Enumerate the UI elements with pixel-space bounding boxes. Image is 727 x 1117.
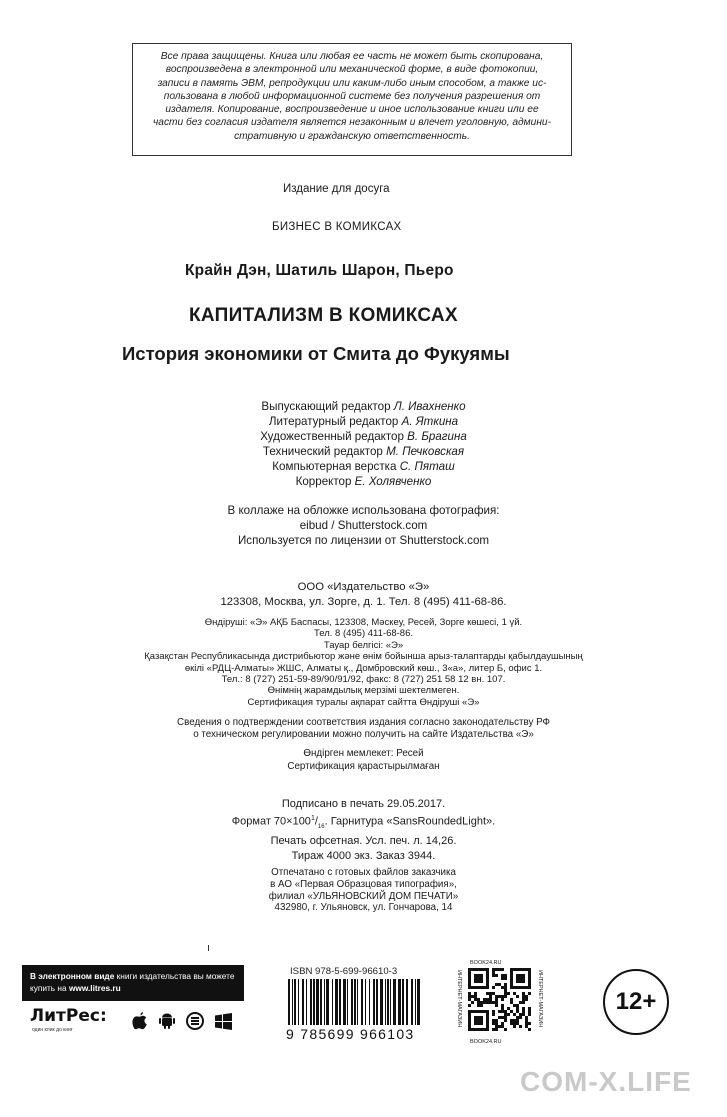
qr-module — [498, 1010, 501, 1013]
qr-label-bottom: BOOK24.RU — [470, 1039, 502, 1045]
kz-line: өкілі «РДЦ-Алматы» ЖШС, Алматы қ., Домбровский көш., 3«а», литер Б, офис 1. — [184, 662, 543, 674]
qr-module — [522, 995, 525, 998]
qr-module — [519, 1001, 522, 1004]
barcode-bar — [302, 979, 304, 1025]
litres-tagline: один клик до книг — [32, 1027, 73, 1033]
qr-module — [501, 986, 504, 989]
qr-module — [498, 968, 501, 971]
barcode-bar — [417, 979, 420, 1025]
country-block — [0, 748, 727, 773]
qr-module — [498, 983, 501, 986]
qr-module — [492, 968, 495, 971]
barcode — [286, 979, 421, 1025]
qr-module — [495, 1022, 498, 1025]
qr-module — [492, 1019, 495, 1022]
photo-line: Используется по лицензии от Shutterstock.com — [237, 534, 490, 547]
rights-line: издателя. Копирование, воспроизведение и иное использование книги или ее — [165, 104, 539, 116]
rights-line: стративную и гражданскую ответственность. — [234, 130, 470, 142]
offset-line: Печать офсетная. Усл. печ. л. 14,26. — [270, 835, 457, 848]
barcode-bar — [292, 979, 293, 1025]
qr-module — [504, 1010, 507, 1013]
isbn-label: ISBN 978-5-699-96610-3 — [290, 966, 398, 977]
publisher-address: 123308, Москва, ул. Зорге, д. 1. Тел. 8 (495) 411-68-86. — [220, 596, 507, 608]
qr-module — [504, 1016, 507, 1019]
qr-module — [495, 1004, 498, 1007]
qr-module — [501, 1007, 504, 1010]
tick-mark — [208, 945, 209, 951]
credit-person: М. Печковская — [386, 445, 465, 458]
publisher-block — [0, 580, 727, 610]
qr-module — [510, 1019, 513, 1022]
barcode-bar — [335, 979, 338, 1025]
kz-line: Тел.: 8 (727) 251-59-89/90/91/92, факс: 8 (727) 251 58 12 вн. 107. — [221, 674, 506, 686]
qr-module — [498, 995, 501, 998]
kz-line: Тел. 8 (495) 411-68-86. — [313, 628, 414, 640]
qr-module — [522, 1001, 525, 1004]
qr-module — [510, 1010, 513, 1013]
ebook-line-2 — [30, 982, 236, 994]
qr-module — [516, 1010, 519, 1013]
qr-module — [495, 998, 498, 1001]
barcode-bar — [306, 979, 307, 1025]
qr-module — [528, 1007, 531, 1010]
kz-info-block — [0, 617, 727, 708]
qr-module — [495, 974, 498, 977]
qr-module — [480, 1004, 483, 1007]
credit-role: Технический редактор — [262, 445, 383, 458]
format-line: Формат $70\times 100^1/_{16}$. Гарнитура «SansRoundedLight». — [231, 814, 496, 830]
credit-person: Е. Холявченко — [354, 475, 432, 488]
qr-module — [510, 1022, 513, 1025]
printer-line: филиал «УЛЬЯНОВСКИЙ ДОМ ПЕЧАТИ» — [268, 890, 459, 902]
barcode-bar — [393, 979, 396, 1025]
qr-module — [522, 1010, 525, 1013]
qr-module — [495, 983, 498, 986]
credit-role: Выпускающий редактор — [261, 400, 391, 413]
qr-module — [513, 1025, 516, 1028]
qr-module — [522, 992, 525, 995]
qr-module — [501, 1010, 504, 1013]
qr-module — [498, 1016, 501, 1019]
qr-module — [525, 998, 528, 1001]
book-subtitle: История экономики от Смита до Фукуямы — [122, 343, 510, 364]
barcode-bar — [320, 979, 322, 1025]
barcode-bar — [415, 979, 416, 1025]
qr-module — [528, 1010, 531, 1013]
qr-module — [483, 998, 486, 1001]
qr-module — [522, 1007, 525, 1010]
qr-module — [519, 1013, 522, 1016]
barcode-bar — [380, 979, 383, 1025]
qr-module — [492, 1010, 495, 1013]
qr-side-right: ИНТЕРНЕТ-МАГАЗИН — [537, 970, 543, 1028]
qr-module — [495, 1001, 498, 1004]
credit-line — [0, 444, 727, 459]
credit-person: В. Брагина — [407, 430, 467, 443]
qr-module — [486, 1001, 489, 1004]
blackberry-icon — [185, 1011, 205, 1031]
qr-module — [504, 995, 507, 998]
qr-module — [498, 1025, 501, 1028]
credit-role: Корректор — [295, 475, 352, 488]
barcode-bar — [357, 979, 358, 1025]
qr-module — [525, 1025, 528, 1028]
credits-list — [0, 399, 727, 489]
run-line: Тираж 4000 экз. Заказ 3944. — [291, 849, 436, 862]
qr-module — [510, 998, 513, 1001]
credit-role: Художественный редактор — [260, 430, 404, 443]
format-prefix: Формат 70×100 — [231, 815, 311, 828]
credit-line — [0, 429, 727, 444]
barcode-bar — [351, 979, 353, 1025]
qr-module — [525, 1019, 528, 1022]
qr-module — [504, 974, 507, 977]
qr-module — [525, 1022, 528, 1025]
credit-person: А. Яткина — [401, 415, 459, 428]
barcode-bar — [365, 979, 366, 1025]
conformity-line: о техническом регулировании можно получить на сайте Издательства «Э» — [193, 729, 534, 741]
qr-module — [528, 1028, 531, 1031]
rights-line: Все права защищены. Книга или любая ее часть не может быть скопирована, — [160, 51, 544, 62]
barcode-bar — [373, 979, 375, 1025]
barcode-bar — [369, 979, 370, 1025]
qr-module — [528, 1013, 531, 1016]
android-icon — [157, 1011, 177, 1031]
litres-logo: ЛитРес: — [30, 1006, 107, 1026]
ebook-banner — [22, 965, 244, 1001]
barcode-bar — [402, 979, 404, 1025]
kz-line: Өнімнің жарамдылық мерзімі шектелмеген. — [267, 685, 460, 697]
qr-module — [501, 995, 504, 998]
qr-module — [516, 1022, 519, 1025]
qr-module — [489, 1001, 492, 1004]
qr-finder — [474, 974, 483, 983]
ebook-bold: В электронном виде — [30, 971, 115, 981]
watermark: COM-X.LIFE — [520, 1066, 692, 1097]
qr-module — [513, 1004, 516, 1007]
qr-module — [492, 1028, 495, 1031]
qr-module — [492, 974, 495, 977]
photo-line: eibud / Shutterstock.com — [299, 519, 428, 532]
credit-line — [0, 459, 727, 474]
series-name: БИЗНЕС В КОМИКСАХ — [272, 221, 402, 233]
qr-module — [501, 998, 504, 1001]
print-details — [0, 797, 727, 863]
qr-label-top: BOOK24.RU — [470, 960, 502, 966]
qr-module — [492, 1022, 495, 1025]
signed-date: Подписано в печать 29.05.2017. — [281, 798, 446, 810]
barcode-bar — [361, 979, 363, 1025]
qr-module — [504, 1013, 507, 1016]
qr-module — [504, 992, 507, 995]
qr-module — [519, 1016, 522, 1019]
credit-line — [0, 414, 727, 429]
litres-link[interactable]: www.litres.ru — [68, 983, 121, 993]
rights-line: воспроизведена в электронной или механической форме, в виде фотокопии, — [165, 64, 539, 76]
printer-line: в АО «Первая Образцовая типография», — [270, 878, 457, 890]
edition-type: Издание для досуга — [283, 183, 390, 195]
qr-module — [513, 1013, 516, 1016]
qr-module — [501, 974, 504, 977]
qr-module — [492, 986, 495, 989]
ebook-line-1 — [30, 970, 236, 982]
barcode-bar — [385, 979, 386, 1025]
format-sub: 16 — [317, 823, 325, 830]
photo-line: В коллаже на обложке использована фотография: — [227, 504, 500, 517]
credit-person: Л. Ивахненко — [393, 400, 466, 413]
qr-module — [468, 995, 471, 998]
credit-role: Компьютерная верстка — [272, 460, 397, 473]
qr-module — [471, 1001, 474, 1004]
qr-module — [522, 1013, 525, 1016]
qr-module — [468, 1004, 471, 1007]
barcode-bar — [347, 979, 348, 1025]
qr-module — [477, 1004, 480, 1007]
qr-module — [495, 1028, 498, 1031]
qr-module — [501, 968, 504, 971]
barcode-bar — [316, 979, 319, 1025]
qr-module — [519, 1025, 522, 1028]
qr-module — [471, 995, 474, 998]
qr-module — [516, 1007, 519, 1010]
conformity-block — [0, 717, 727, 741]
qr-module — [495, 1019, 498, 1022]
authors: Крайн Дэн, Шатиль Шарон, Пьеро — [185, 262, 454, 279]
qr-module — [507, 992, 510, 995]
country-line: Өндірген мемлекет: Ресей — [303, 748, 424, 759]
age-rating-badge — [603, 969, 669, 1035]
qr-module — [516, 995, 519, 998]
kz-line: Өндіруші: «Э» АҚБ Баспасы, 123308, Мәскеу, Ресей, Зорге көшесі, 1 үй. — [204, 617, 523, 628]
qr-module — [468, 992, 471, 995]
qr-module — [474, 992, 477, 995]
qr-module — [504, 989, 507, 992]
qr-module — [489, 992, 492, 995]
barcode-bar — [390, 979, 391, 1025]
qr-module — [501, 1016, 504, 1019]
windows-icon — [213, 1011, 233, 1031]
qr-module — [504, 986, 507, 989]
age-rating: 12+ — [615, 988, 657, 1015]
qr-module — [495, 995, 498, 998]
qr-finder — [516, 974, 525, 983]
rights-line: пользована в любой информационной системе без получения разрешения от — [163, 90, 541, 102]
qr-module — [489, 998, 492, 1001]
qr-module — [528, 992, 531, 995]
barcode-bar — [354, 979, 356, 1025]
barcode-bar — [398, 979, 401, 1025]
qr-module — [468, 998, 471, 1001]
qr-module — [495, 1025, 498, 1028]
qr-module — [504, 1019, 507, 1022]
barcode-bar — [326, 979, 329, 1025]
qr-module — [486, 992, 489, 995]
credit-line — [0, 474, 727, 489]
qr-module — [507, 1007, 510, 1010]
qr-module — [501, 977, 504, 980]
rights-notice-box — [132, 43, 572, 156]
qr-module — [489, 995, 492, 998]
qr-module — [516, 1016, 519, 1019]
qr-module — [501, 1022, 504, 1025]
qr-module — [492, 1013, 495, 1016]
apple-icon — [130, 1011, 150, 1031]
barcode-bar — [294, 979, 296, 1025]
qr-finder — [474, 1016, 483, 1025]
qr-module — [492, 992, 495, 995]
rights-line: части без согласия издателя является незаконным и влечет уголовную, админи- — [153, 117, 551, 129]
qr-module — [501, 1025, 504, 1028]
qr-module — [516, 1019, 519, 1022]
qr-code[interactable] — [468, 968, 534, 1036]
ebook-prefix: купить на — [30, 983, 69, 993]
barcode-bar — [288, 979, 290, 1025]
qr-side-left: ИНТЕРНЕТ-МАГАЗИН — [456, 970, 462, 1028]
qr-module — [477, 998, 480, 1001]
ebook-rest: книги издательства вы можете — [114, 971, 235, 981]
barcode-bar — [406, 979, 408, 1025]
barcode-bar — [339, 979, 341, 1025]
qr-module — [495, 968, 498, 971]
kz-line: Тауар белгісі: «Э» — [323, 639, 404, 651]
qr-module — [513, 1022, 516, 1025]
qr-module — [504, 977, 507, 980]
qr-module — [516, 1004, 519, 1007]
qr-module — [507, 1013, 510, 1016]
photo-credit — [0, 503, 727, 548]
credit-role: Литературный редактор — [268, 415, 399, 428]
credit-line — [0, 399, 727, 414]
publisher-name: ООО «Издательство «Э» — [297, 581, 430, 593]
qr-module — [528, 1022, 531, 1025]
barcode-bar — [387, 979, 389, 1025]
barcode-bar — [376, 979, 378, 1025]
barcode-bar — [298, 979, 299, 1025]
format-suffix: . Гарнитура «SansRoundedLight». — [324, 815, 496, 828]
qr-module — [483, 1001, 486, 1004]
qr-module — [486, 998, 489, 1001]
format-sup: 1 — [310, 814, 315, 822]
qr-module — [477, 1001, 480, 1004]
printer-block — [0, 867, 727, 914]
barcode-digits: 9 785699 966103 — [286, 1026, 415, 1042]
printer-line: 432980, г. Ульяновск, ул. Гончарова, 14 — [274, 902, 453, 914]
qr-module — [474, 998, 477, 1001]
qr-module — [513, 992, 516, 995]
country-line: Сертификация қарастырылмаған — [287, 760, 440, 772]
kz-line: Сертификация туралы ақпарат сайтта Өндіруші «Э» — [247, 696, 480, 708]
qr-module — [480, 1001, 483, 1004]
barcode-bar — [310, 979, 312, 1025]
qr-module — [504, 983, 507, 986]
qr-module — [525, 1016, 528, 1019]
qr-module — [525, 995, 528, 998]
qr-module — [513, 1019, 516, 1022]
qr-module — [510, 1001, 513, 1004]
barcode-bar — [411, 979, 413, 1025]
conformity-line: Сведения о подтверждении соответствия издания согласно законодательству РФ — [177, 717, 550, 728]
qr-module — [492, 1001, 495, 1004]
qr-module — [474, 995, 477, 998]
book-title: КАПИТАЛИЗМ В КОМИКСАХ — [189, 305, 458, 326]
printer-line: Отпечатано с готовых файлов заказчика — [271, 867, 456, 878]
barcode-bar — [343, 979, 346, 1025]
barcode-bar — [324, 979, 325, 1025]
barcode-bar — [332, 979, 333, 1025]
kz-line: Қазақстан Республикасында дистрибьютор және өнім бойынша арыз-талаптарды қабылдаушының — [144, 651, 583, 663]
qr-module — [501, 1004, 504, 1007]
qr-module — [492, 971, 495, 974]
qr-module — [522, 998, 525, 1001]
rights-line: записи в память ЭВМ, репродукции или каким-либо иным способом, а также ис- — [157, 77, 547, 89]
barcode-bar — [313, 979, 315, 1025]
qr-module — [504, 1028, 507, 1031]
credit-person: С. Пяташ — [399, 460, 455, 473]
